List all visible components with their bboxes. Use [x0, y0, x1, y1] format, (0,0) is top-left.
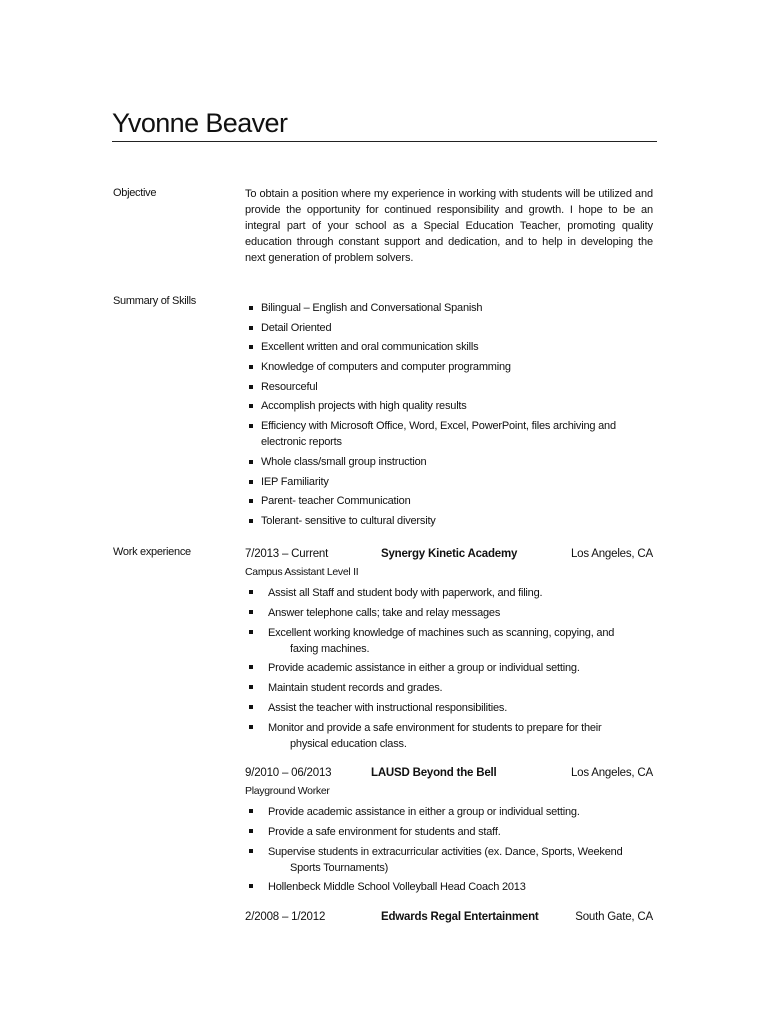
- duty-item: Answer telephone calls; take and relay messages: [245, 605, 655, 621]
- duty-item: Hollenbeck Middle School Volleyball Head Coach 2013: [245, 879, 655, 895]
- skill-item: Efficiency with Microsoft Office, Word, Excel, PowerPoint, files archiving and electronic reports: [245, 418, 655, 450]
- skill-item: Bilingual – English and Conversational Spanish: [245, 300, 655, 316]
- job-duties-list: [245, 804, 655, 899]
- skill-item: Detail Oriented: [245, 320, 655, 336]
- job-title: Playground Worker: [245, 785, 330, 797]
- job-dates: 9/2010 – 06/2013: [245, 767, 332, 779]
- job-location: South Gate, CA: [575, 911, 653, 923]
- duty-item: Excellent working knowledge of machines such as scanning, copying, and faxing machines.: [245, 625, 655, 657]
- resume-name: Yvonne Beaver: [112, 108, 288, 138]
- job-title: Campus Assistant Level II: [245, 566, 359, 578]
- duty-item: Supervise students in extracurricular activities (ex. Dance, Sports, Weekend Sports Tournaments): [245, 844, 655, 876]
- duty-item: Maintain student records and grades.: [245, 680, 655, 696]
- job-employer: Synergy Kinetic Academy: [381, 548, 518, 560]
- job-location: Los Angeles, CA: [570, 548, 653, 560]
- job-header: [245, 911, 653, 927]
- duty-item: Monitor and provide a safe environment for students to prepare for their physical education class.: [245, 720, 655, 752]
- skill-item: Knowledge of computers and computer programming: [245, 359, 655, 375]
- objective-label: Objective: [113, 187, 157, 199]
- skill-item: Whole class/small group instruction: [245, 454, 655, 470]
- work-experience-label: Work experience: [113, 546, 191, 558]
- duty-item: Provide academic assistance in either a group or individual setting.: [245, 804, 655, 820]
- job-location: Los Angeles, CA: [570, 767, 653, 779]
- job-header: [245, 767, 653, 783]
- skill-item: Accomplish projects with high quality results: [245, 398, 655, 414]
- job-header: [245, 548, 653, 564]
- skill-item: Excellent written and oral communication skills: [245, 339, 655, 355]
- skill-item: Tolerant- sensitive to cultural diversity: [245, 513, 655, 529]
- job-dates: 7/2013 – Current: [245, 548, 329, 560]
- skills-list: [245, 300, 655, 533]
- skill-item: IEP Familiarity: [245, 474, 655, 490]
- skill-item: Parent- teacher Communication: [245, 493, 655, 509]
- job-dates: 2/2008 – 1/2012: [245, 911, 326, 923]
- duty-item: Assist all Staff and student body with paperwork, and filing.: [245, 585, 655, 601]
- job-employer: Edwards Regal Entertainment: [381, 911, 539, 923]
- job-employer: LAUSD Beyond the Bell: [371, 767, 497, 779]
- duty-item: Provide a safe environment for students and staff.: [245, 824, 655, 840]
- skills-label: Summary of Skills: [113, 295, 196, 307]
- job-duties-list: [245, 585, 655, 756]
- duty-item: Assist the teacher with instructional responsibilities.: [245, 700, 655, 716]
- skill-item: Resourceful: [245, 379, 655, 395]
- duty-item: Provide academic assistance in either a group or individual setting.: [245, 660, 655, 676]
- objective-text: To obtain a position where my experience in working with students will be utilized and provide the opportunity for continued responsibility and growth. I hope to be an integral part of your school as a Special Education Teacher, promoting quality education through constant support and dedication, and to help in developing the next generation of problem solvers.: [245, 188, 653, 264]
- header-divider: [112, 141, 657, 142]
